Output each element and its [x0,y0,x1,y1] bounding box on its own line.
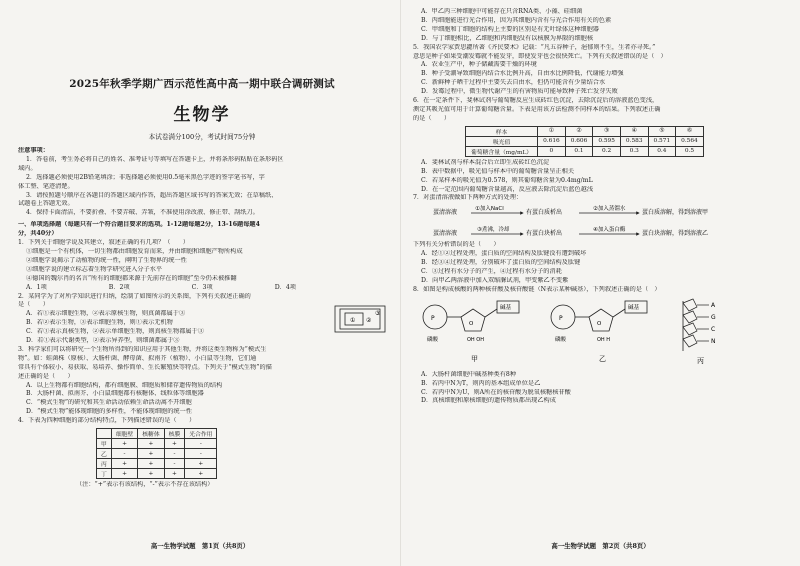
label-jia: 甲 [471,354,478,363]
option: B．丙细胞能进行光合作用，因为其细胞内含有与光合作用有关的色素 [421,16,612,24]
base-label: 碱基 [628,304,640,311]
page-footer: 高一生物学试题 第1页（共8页） [150,542,250,550]
flow-b-mid: 有蛋白块析出 [526,230,563,238]
glucose-table [465,126,704,157]
row-label: 吸光值 [466,136,538,146]
option: D．与丁细胞相比，乙细胞和丙细胞没有以核膜为界限的细胞核 [421,34,594,42]
base-label: 碱基 [500,304,512,311]
option: D．发霉过程中，微生物代谢产生的有害物质可能导致种子死亡发芽失败 [421,88,618,96]
table-cell: + [111,469,137,479]
option: A．若①表示细胞生物，②表示原核生物，则真菌都属于③ [26,310,186,318]
option: A．农业生产中，种子储藏需要干燥的环境 [421,61,537,69]
svg-text:OH H: OH H [597,336,611,343]
q1-options [18,284,386,293]
exam-title: 2025年秋季学期广西示范性高中高一期中联合调研测试 [69,78,335,90]
flow-b-start: 蛋清溶液 [433,230,458,238]
statement: ③细胞学说的建立标志着生物学研究进入分子水平 [26,265,163,273]
base-n: N [711,337,716,345]
table-row [97,469,217,479]
notice-line: 1．答卷前，考生务必将自己的姓名、准考证号等填写在答题卡上，并将条形码粘贴在条形码区 [26,155,284,163]
statement: ①细胞是一个有机体，一切生物都由细胞发育而来，并由细胞和细胞产物所构成 [26,247,243,255]
phosphate-label: 磷酸 [427,336,439,343]
table-cell: 细胞壁 [111,429,137,439]
table-cell: - [185,449,217,459]
table-cell: 0.1 [565,146,593,156]
question-5-cont: 意思是种子如果受潮发霉就不能发芽，即使发芽也会很快死亡。下列有关叙述错误的是（ ） [413,52,667,60]
row-label: 葡萄糖含量（mg/mL） [466,146,538,156]
nucleotide-chain-bing [683,299,716,365]
svg-text:P: P [431,314,435,322]
sugar-ring [461,309,485,331]
phosphate-group [551,305,575,329]
option: A．1项 [26,283,47,291]
table-cell: 核糖体 [138,429,164,439]
subject-title: 生物学 [173,105,231,125]
notice-line: 2．选择题必须使用2B铅笔填涂；非选择题必须使用0.5毫米黑色字迹的签字笔书写，字 [26,173,265,181]
table-cell: + [138,459,164,469]
page-2 [400,0,800,566]
nucleotide-diagram [413,295,785,371]
option: D．向甲乙两溶液中加入双缩脲试剂，甲变紫乙不变紫 [421,276,569,284]
table-cell: 甲 [97,439,112,449]
notice-line: 3．请按照题号顺序在各题目的答题区域内作答，超出答题区域书写的答案无效；在草稿纸、 [26,191,278,199]
question-1: 1．下列关于细胞学说及其建立，叙述正确的有几项？（ ） [18,239,189,247]
table-cell: + [111,439,137,449]
flow-a-step1: ①加入NaCl [475,206,504,213]
option: D．在一定范围内葡萄糖含量越高，反应液去除沉淀后蓝色越浅 [421,185,594,193]
table-cell: + [185,459,217,469]
option: C．甲细胞和丁细胞的结构上主要的区别是有无叶绿体这种细胞器 [421,25,599,33]
middle-box [340,309,380,329]
nucleotide-jia [423,301,519,363]
statement: ④德国的魏尔肖的名言“所有的细胞都来源于先前存在的细胞”至今仍未被推翻 [26,274,237,282]
nested-box-diagram [334,305,386,333]
flow-a-mid: 有蛋白质析出 [526,209,563,217]
table-cell: + [164,439,185,449]
table-cell: + [111,459,137,469]
table-cell: + [138,449,164,459]
table-row [466,136,704,146]
table-cell: 0.2 [593,146,621,156]
table-cell: 0.564 [676,136,704,146]
notice-line: 体工整、笔迹清楚。 [18,182,74,190]
cell-structure-table [96,428,217,479]
table-cell: 0.571 [648,136,676,146]
table-cell: ③ [593,126,621,136]
option: C．若①表示真核生物，②表示单细胞生物，则真核生物都属于③ [26,328,204,336]
table-cell: ⑥ [676,126,704,136]
question-7: 7．对蛋清溶液做如下两种方式的处理： [413,194,523,202]
option: B．若②表示生物，③表示细胞生物，则①表示无机物 [26,319,173,327]
question-6-cont: 的是（ ） [413,114,451,122]
option: B．大肠杆菌、拟南芥、小白鼠细胞都有核糖体、线粒体等细胞器 [26,390,204,398]
table-cell: - [164,449,185,459]
table-note: （注：“+”表示有该结构，“-”表示不存在该结构） [76,481,214,489]
question-8: 8．如图是构成核酸的两种核苷酸及核苷酸链（N表示某种碱基），下列叙述正确的是（ ） [413,285,661,293]
table-cell: 0.4 [648,146,676,156]
flow-b-step2: ④加入蛋白酶 [593,227,626,234]
label-bing: 丙 [697,356,704,365]
question-2-cont: 是（ ） [18,301,49,309]
table-cell: 0.616 [538,136,566,146]
q7-lead: 下列有关分析错误的是（ ） [413,241,500,249]
table-header-row [466,126,704,136]
table-cell: + [138,469,164,479]
table-row [97,439,217,449]
table-row [97,459,217,469]
table-cell: ① [538,126,566,136]
table-cell: 核膜 [164,429,185,439]
table-cell: + [164,469,185,479]
option: D．“模式生物”能体现细胞的多样性，不能体现细胞的统一性 [26,408,192,416]
option: A．大肠杆菌细胞中碱基种类有8种 [421,370,517,378]
question-4: 4．下表为四种细胞的部分结构特点，下列描述错误的是（ ） [18,417,196,425]
statement: ②细胞学说揭示了动植物的统一性，阐明了生物界的统一性 [26,256,187,264]
option: A．斐林试剂与样本混合后立即生成砖红色沉淀 [421,158,550,166]
phosphate-group [423,305,447,329]
option: C．3项 [191,283,213,291]
table-cell: 丁 [97,469,112,479]
question-5: 5．我国农学家贾思勰所著《齐民要术》记载：“凡五谷种子，浥郁则不生，生者亦寻死。” [413,43,656,51]
phosphate-label: 磷酸 [555,336,567,343]
option: A．甲乙丙三种细胞中可能存在只含RNA类、小藻、硅细菌 [421,8,583,15]
label-1: ① [350,316,356,324]
table-cell: 丙 [97,459,112,469]
question-3-cont: 物”。如：蛙菌株（原核）、大肠杆菌、酵母菌、拟南芥（植物）、小白鼠等生物，它们通 [18,354,257,362]
section-heading: 一、单项选择题（每题只有一个符合题目要求的选项。1-12题每题2分，13-16题每题4 [18,221,260,229]
table-row [97,449,217,459]
svg-text:C: C [711,325,716,333]
flow-b-step1: ③煮沸，冷却 [477,227,510,234]
option: A．以上生物都有细胞结构，都有细胞膜、细胞质和储存遗传物质的结构 [26,381,223,389]
table-cell: ④ [620,126,648,136]
option: B．2项 [108,283,130,291]
notice-line: 域内。 [18,164,37,172]
option: C．若丙中N为U，则A所在的核苷酸为脱氧核糖核苷酸 [421,388,571,396]
row-label: 样本 [466,126,538,136]
question-3: 3．科学家们可以将研究一个生物所得到的知识应用于其他生物，并将这类生物称为“模式生 [18,345,267,353]
svg-text:G: G [711,313,716,321]
table-cell: 0.606 [565,136,593,146]
question-3-cont: 常具有个体较小、易获取、易培养、操作简单、生长繁殖快等特点。下列关于“模式生物”的描 [18,363,272,371]
option: C．“模式生物”的研究和其生命活动依赖生命活动离不开细胞 [26,399,192,407]
svg-text:P: P [559,314,563,322]
question-2: 2．某同学为了对所学知识进行归纳，绘制了如图所示的关系图，下列有关叙述正确的 [18,292,251,300]
section-heading-cont: 分，共40分） [18,230,58,238]
svg-text:A: A [711,301,716,309]
table-cell: ⑤ [648,126,676,136]
option: C．新鲜种子晒干过程中主要失去自由水，但仍可能含有少量结合水 [421,79,606,87]
flow-a-step2: ②加入蒸馏水 [593,206,626,213]
table-cell: 乙 [97,449,112,459]
table-cell: ② [565,126,593,136]
notice-line: 4．保持卡面清洁，不要折叠、不要弄破、弄皱，不准使用涂改液、修正带、刮纸刀。 [26,209,259,217]
flow-b-end: 蛋白块溶解，得到溶液乙 [642,230,709,238]
table-cell: + [185,469,217,479]
notice-line: 试题卷上答题无效。 [18,200,74,208]
table-cell: + [138,439,164,449]
table-cell: 0.583 [620,136,648,146]
option: B．经③④过程处理，分别破坏了蛋白质的空间结构及肽键 [421,259,581,267]
option: D．若①表示代谢类型，②表示异养型，则细菌都属于③ [26,337,180,345]
option: C．③过程有水分子的产生，④过程有水分子的消耗 [421,268,562,276]
option: D．4项 [274,283,296,291]
label-yi: 乙 [599,354,606,363]
question-3-cont: 述正确的是（ ） [18,372,74,380]
option: D．真核细胞和原核细胞的遗传物质都出现乙构成 [421,397,556,405]
exam-meta: 本试卷满分100分，考试时间75分钟 [148,133,256,141]
table-cell [97,429,112,439]
notice-heading: 注意事项： [18,147,49,154]
table-cell: 0.3 [620,146,648,156]
question-6: 6．在一定条件下，斐林试剂与葡萄糖反应生成砖红色沉淀，去除沉淀后的溶液蓝色变浅， [413,97,659,105]
svg-text:OH OH: OH OH [467,336,484,343]
table-cell: 0.5 [676,146,704,156]
page-footer: 高一生物学试题 第2页（共8页） [551,542,650,550]
table-cell: 0 [538,146,566,156]
table-cell: - [164,459,185,469]
label-2: ② [366,316,372,324]
svg-text:O: O [597,320,602,327]
sugar-ring [589,309,613,331]
question-6-cont: 测定其吸光值可用于计算葡萄糖含量。下表是用该方法检测不同样本的结果。下列叙述正确 [413,105,661,113]
nucleotide-yi [551,301,647,363]
table-header-row [97,429,217,439]
option: B．种子受潮导致细胞内结合水比例升高，自由水比例降低，代谢能力增强 [421,70,624,78]
flow-a-end: 蛋白质溶解，得到溶液甲 [642,209,709,217]
flow-a-start: 蛋清溶液 [433,209,458,217]
option: B．表中数据中，吸光值与样本中的葡萄糖含量呈正相关 [421,167,575,175]
option: C．若某样本的吸光值为0.578，则其葡萄糖含量为0.4mg/mL [421,176,593,184]
svg-text:O: O [469,320,474,327]
table-row [466,146,704,156]
table-cell: 光合作用 [185,429,217,439]
protein-flow-diagram [413,203,785,241]
table-cell: 0.595 [593,136,621,146]
option: B．若丙中N为T，则丙的基本组成单位是乙 [421,379,541,387]
table-cell: - [111,449,137,459]
label-3: ③ [375,309,381,317]
option: A．经①②过程处理，蛋白质的空间结构及肽键没有遭到破坏 [421,250,587,258]
table-cell: - [185,439,217,449]
